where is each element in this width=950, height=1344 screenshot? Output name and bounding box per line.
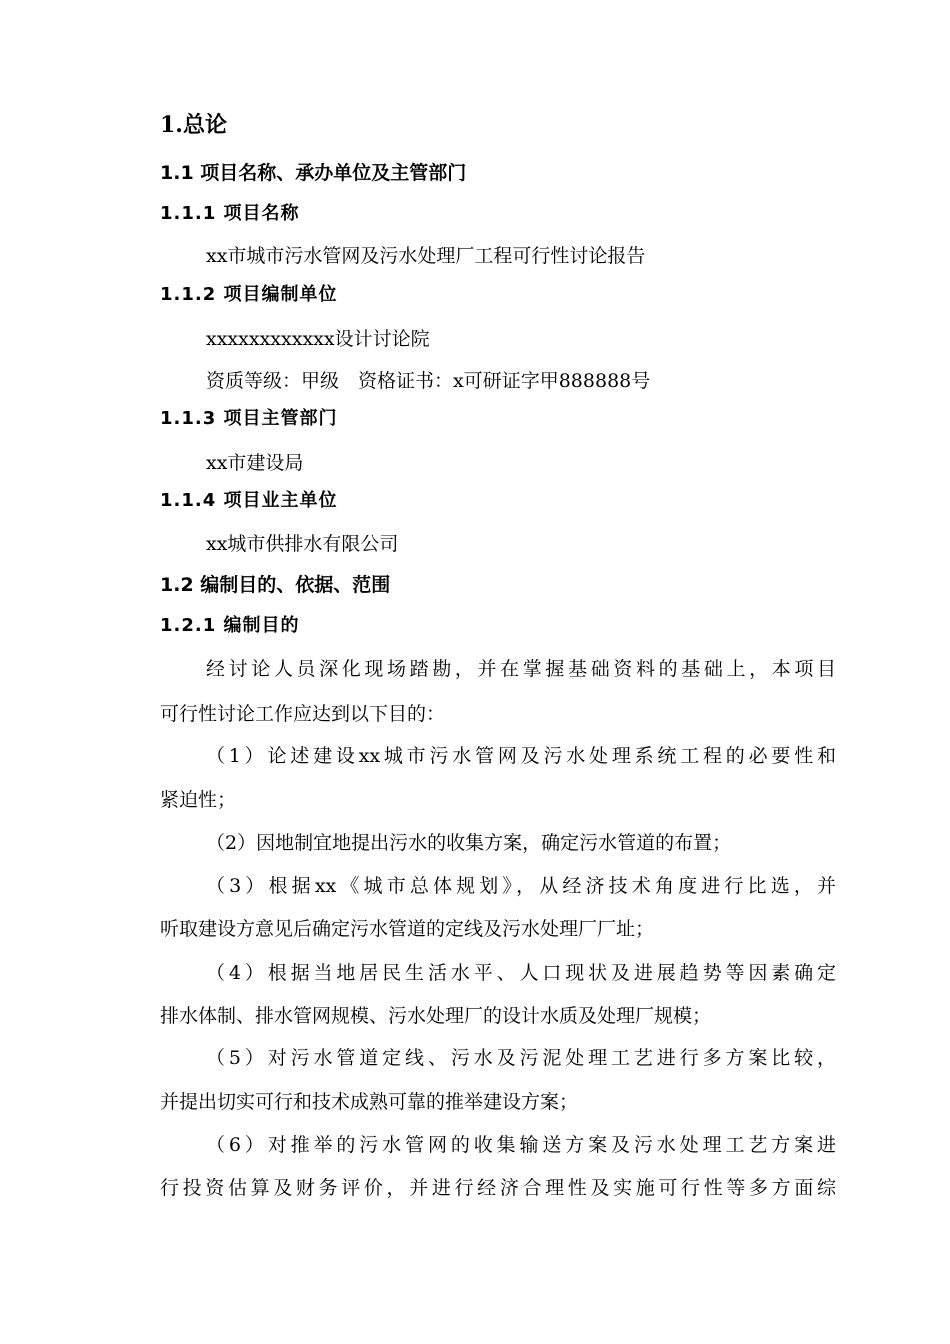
purpose-4-line-1: （4）根据当地居民生活水平、人口现状及进展趋势等因素确定 bbox=[206, 962, 836, 984]
section-heading-1-2: 1.2 编制目的、依据、范围 bbox=[160, 574, 391, 596]
purpose-5-line-2: 并提出切实可行和技术成熟可靠的推举建设方案； bbox=[160, 1091, 579, 1113]
compiler-text: xxxxxxxxxxxx设计讨论院 bbox=[206, 328, 430, 350]
qualification-text: 资质等级：甲级 资格证书：x可研证字甲888888号 bbox=[206, 370, 651, 392]
owner-text: xx城市供排水有限公司 bbox=[206, 533, 399, 555]
purpose-1-line-2: 紧迫性； bbox=[160, 789, 237, 811]
project-name-text: xx市城市污水管网及污水处理厂工程可行性讨论报告 bbox=[206, 245, 646, 267]
purpose-6-line-1: （6）对推举的污水管网的收集输送方案及污水处理工艺方案进 bbox=[206, 1134, 836, 1156]
purpose-1-line-1: （1）论述建设xx城市污水管网及污水处理系统工程的必要性和 bbox=[206, 745, 836, 767]
purpose-5-line-1: （5）对污水管道定线、污水及污泥处理工艺进行多方案比较， bbox=[206, 1047, 836, 1069]
intro-line-1: 经讨论人员深化现场踏勘，并在掌握基础资料的基础上，本项目 bbox=[206, 658, 836, 680]
section-heading-1-1-4: 1.1.4 项目业主单位 bbox=[160, 490, 338, 511]
chapter-title: 1.总论 bbox=[160, 112, 227, 138]
section-heading-1-1: 1.1 项目名称、承办单位及主管部门 bbox=[160, 162, 467, 184]
section-heading-1-1-2: 1.1.2 项目编制单位 bbox=[160, 284, 338, 305]
purpose-3-line-1: （3）根据xx《城市总体规划》，从经济技术角度进行比选，并 bbox=[206, 875, 836, 897]
intro-line-2: 可行性讨论工作应达到以下目的： bbox=[160, 703, 446, 725]
section-heading-1-1-3: 1.1.3 项目主管部门 bbox=[160, 408, 338, 429]
purpose-3-line-2: 听取建设方意见后确定污水管道的定线及污水处理厂厂址； bbox=[160, 918, 655, 940]
purpose-6-line-2: 行投资估算及财务评价，并进行经济合理性及实施可行性等多方面综 bbox=[160, 1177, 836, 1199]
section-heading-1-2-1: 1.2.1 编制目的 bbox=[160, 615, 300, 636]
purpose-4-line-2: 排水体制、排水管网规模、污水处理厂的设计水质及处理厂规模； bbox=[160, 1005, 712, 1027]
purpose-2-line-1: （2）因地制宜地提出污水的收集方案，确定污水管道的布置； bbox=[206, 832, 732, 854]
section-heading-1-1-1: 1.1.1 项目名称 bbox=[160, 203, 300, 224]
authority-text: xx市建设局 bbox=[206, 452, 304, 474]
